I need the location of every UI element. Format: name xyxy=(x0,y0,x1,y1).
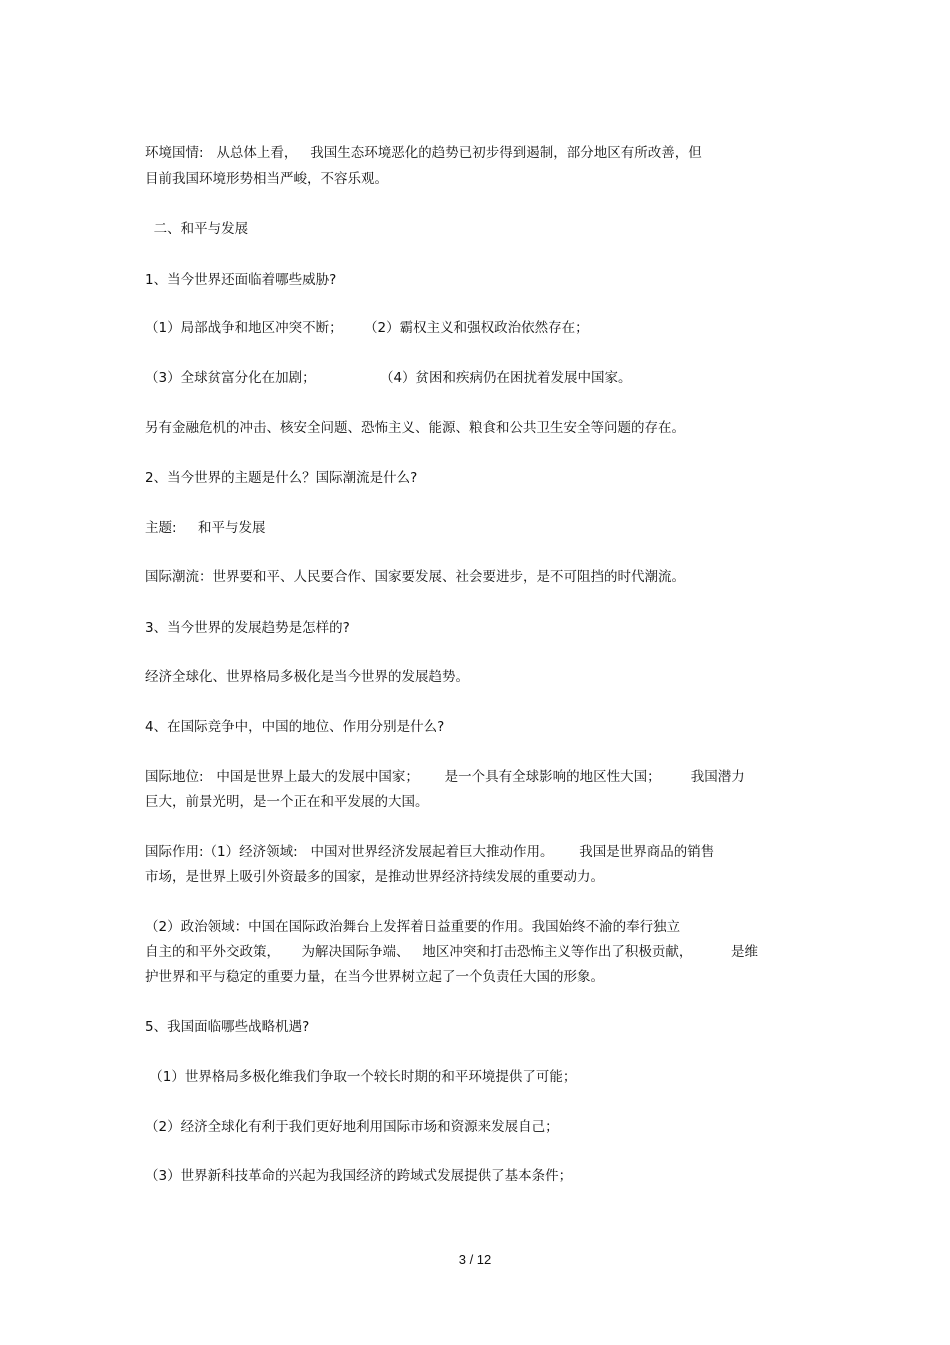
text-line: 自主的和平外交政策， 为解决国际争端、 地区冲突和打击恐怖主义等作出了积极贡献， 是维 xyxy=(145,944,758,960)
text-line: 护世界和平与稳定的重要力量，在当今世界树立起了一个负责任大国的形象。 xyxy=(145,969,604,985)
question-heading: 3、当今世界的发展趋势是怎样的? xyxy=(145,620,350,636)
text-line: 目前我国环境形势相当严峻，不容乐观。 xyxy=(145,171,388,187)
text-line: 另有金融危机的冲击、核安全问题、恐怖主义、能源、粮食和公共卫生安全等问题的存在。 xyxy=(145,420,685,436)
section-heading: 二、和平与发展 xyxy=(145,221,249,237)
text-line: 市场，是世界上吸引外资最多的国家，是推动世界经济持续发展的重要动力。 xyxy=(145,869,604,885)
question-heading: 1、当今世界还面临着哪些威胁? xyxy=(145,272,337,288)
text-line: （3）世界新科技革命的兴起为我国经济的跨域式发展提供了基本条件； xyxy=(145,1168,573,1184)
question-heading: 4、在国际竞争中，中国的地位、作用分别是什么? xyxy=(145,719,445,735)
text-line: （2）政治领域：中国在国际政治舞台上发挥着日益重要的作用。我国始终不渝的奉行独立 xyxy=(145,919,681,935)
text-line: （1）世界格局多极化维我们争取一个较长时期的和平环境提供了可能； xyxy=(145,1069,577,1085)
text-line: 经济全球化、世界格局多极化是当今世界的发展趋势。 xyxy=(145,669,469,685)
question-heading: 5、我国面临哪些战略机遇? xyxy=(145,1019,310,1035)
text-line: （1）局部战争和地区冲突不断； （2）霸权主义和强权政治依然存在； xyxy=(145,320,589,336)
text-line: 环境国情: 从总体上看， 我国生态环境恶化的趋势已初步得到遏制，部分地区有所改善，但 xyxy=(145,145,702,161)
text-line: 国际潮流：世界要和平、人民要合作、国家要发展、社会要进步，是不可阻挡的时代潮流。 xyxy=(145,569,685,585)
page-number: 3 / 12 xyxy=(458,1252,492,1267)
text-line: 国际作用:（1）经济领域: 中国对世界经济发展起着巨大推动作用。 我国是世界商品的销售 xyxy=(145,844,715,860)
text-line: （3）全球贫富分化在加剧； （4）贫困和疾病仍在困扰着发展中国家。 xyxy=(145,370,632,386)
text-line: 巨大，前景光明，是一个正在和平发展的大国。 xyxy=(145,794,429,810)
text-line: 国际地位: 中国是世界上最大的发展中国家； 是一个具有全球影响的地区性大国； 我国潜力 xyxy=(145,769,745,785)
question-heading: 2、当今世界的主题是什么？国际潮流是什么? xyxy=(145,470,418,486)
text-line: 主题: 和平与发展 xyxy=(145,520,266,536)
text-line: （2）经济全球化有利于我们更好地利用国际市场和资源来发展自己； xyxy=(145,1119,559,1135)
